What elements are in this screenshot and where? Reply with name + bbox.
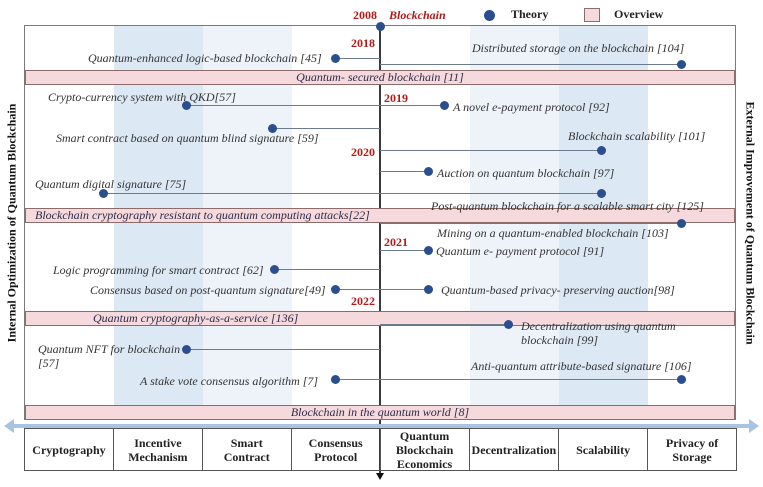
- right-side-title: External Improvement of Quantum Blockchain: [743, 101, 758, 345]
- theory-label: Decentralization using quantum: [521, 319, 676, 333]
- connector-line: [273, 128, 380, 129]
- connector-line: [380, 64, 681, 65]
- timeline-end-arrow: [376, 473, 384, 480]
- theory-dot: [677, 375, 686, 384]
- category-privacy-of-storage: Privacy of Storage: [665, 435, 719, 464]
- origin-year: 2008: [353, 8, 377, 22]
- theory-label: Auction on quantum blockchain [97]: [437, 166, 615, 180]
- year-2020: 2020: [351, 145, 375, 159]
- category-row: [24, 428, 737, 471]
- category-consensus-protocol: Consensus Protocol: [292, 429, 381, 470]
- connector-line: [336, 58, 380, 59]
- year-2018: 2018: [351, 36, 375, 50]
- connector-line: [336, 379, 681, 380]
- category-decentralization: Decentralization: [470, 429, 560, 470]
- year-2022: 2022: [351, 294, 375, 308]
- theory-label: Mining on a quantum-enabled blockchain [103]: [437, 226, 669, 240]
- theory-label: Quantum NFT for blockchain: [38, 342, 181, 356]
- theory-dot: [424, 167, 433, 176]
- theory-dot: [440, 101, 449, 110]
- theory-label: Post-quantum blockchain for a scalable smart city [125]: [431, 199, 704, 213]
- theory-label: Logic programming for smart contract [62]: [53, 263, 264, 277]
- theory-label: A stake vote consensus algorithm [7]: [140, 374, 319, 388]
- theory-dot: [182, 345, 191, 354]
- category-scalability: Scalability: [559, 429, 648, 470]
- category-quantum-blockchain-economics: Quantum Blockchain Economics: [381, 429, 470, 470]
- legend-theory-label: Theory: [511, 7, 549, 21]
- connector-line: [104, 193, 601, 194]
- category-smart-contract: Smart Contract: [203, 429, 292, 470]
- category-cryptography: Cryptography: [25, 429, 114, 470]
- origin-label: Blockchain: [389, 8, 446, 22]
- category-incentive-mechanism: Incentive Mechanism: [114, 429, 203, 470]
- theory-label: Distributed storage on the blockchain [104]: [472, 41, 685, 55]
- axis-left-arrow: [4, 419, 14, 433]
- overview-bar: Blockchain in the quantum world [8]: [25, 405, 735, 420]
- overview-bar: Quantum- secured blockchain [11]: [25, 70, 735, 85]
- theory-label: A novel e-payment protocol [92]: [453, 100, 610, 114]
- connector-line: [336, 289, 429, 290]
- connector-line: [380, 250, 428, 251]
- legend-overview-swatch: [584, 8, 600, 22]
- connector-line: [380, 171, 428, 172]
- connector-line: [380, 223, 681, 224]
- year-2021: 2021: [384, 235, 408, 249]
- theory-label: Crypto-currency system with QKD[57]: [48, 90, 236, 104]
- connector-line: [380, 150, 601, 151]
- theory-label: Smart contract based on quantum blind signature [59]: [56, 131, 319, 145]
- legend-theory-dot: [484, 10, 495, 21]
- theory-dot: [597, 189, 606, 198]
- theory-dot: [677, 219, 686, 228]
- connector-line: [380, 324, 509, 325]
- theory-dot: [331, 375, 340, 384]
- legend-overview-label: Overview: [614, 7, 664, 21]
- left-side-title: Internal Optimization of Quantum Blockchain: [4, 103, 19, 343]
- theory-dot: [424, 246, 433, 255]
- theory-dot: [331, 285, 340, 294]
- theory-label: blockchain [99]: [521, 333, 598, 347]
- overview-bar: Quantum cryptography-as-a-service [136]: [25, 311, 735, 326]
- theory-label: Quantum-enhanced logic-based blockchain [45]: [88, 51, 322, 65]
- connector-line: [187, 349, 380, 350]
- theory-dot: [677, 60, 686, 69]
- theory-dot: [597, 146, 606, 155]
- theory-label: Blockchain scalability [101]: [568, 129, 706, 143]
- theory-dot: [331, 54, 340, 63]
- timeline-origin-dot: [376, 22, 385, 31]
- overview-bar: Blockchain cryptography resistant to quantum computing attacks[22]: [25, 208, 735, 223]
- theory-label: Quantum e- payment protocol [91]: [436, 244, 605, 258]
- theory-dot: [270, 265, 279, 274]
- theory-dot: [424, 285, 433, 294]
- theory-dot: [504, 320, 513, 329]
- axis-right-arrow: [749, 419, 759, 433]
- connector-line: [187, 105, 444, 106]
- theory-label: Quantum-based privacy- preserving auction[98]: [441, 283, 675, 297]
- connector-line: [275, 269, 380, 270]
- theory-label: Anti-quantum attribute-based signature [106]: [471, 359, 692, 373]
- theory-label: Quantum digital signature [75]: [35, 177, 187, 191]
- theory-label: [57]: [38, 356, 60, 370]
- theory-label: Consensus based on post-quantum signature[49]: [90, 283, 326, 297]
- year-2019: 2019: [384, 91, 408, 105]
